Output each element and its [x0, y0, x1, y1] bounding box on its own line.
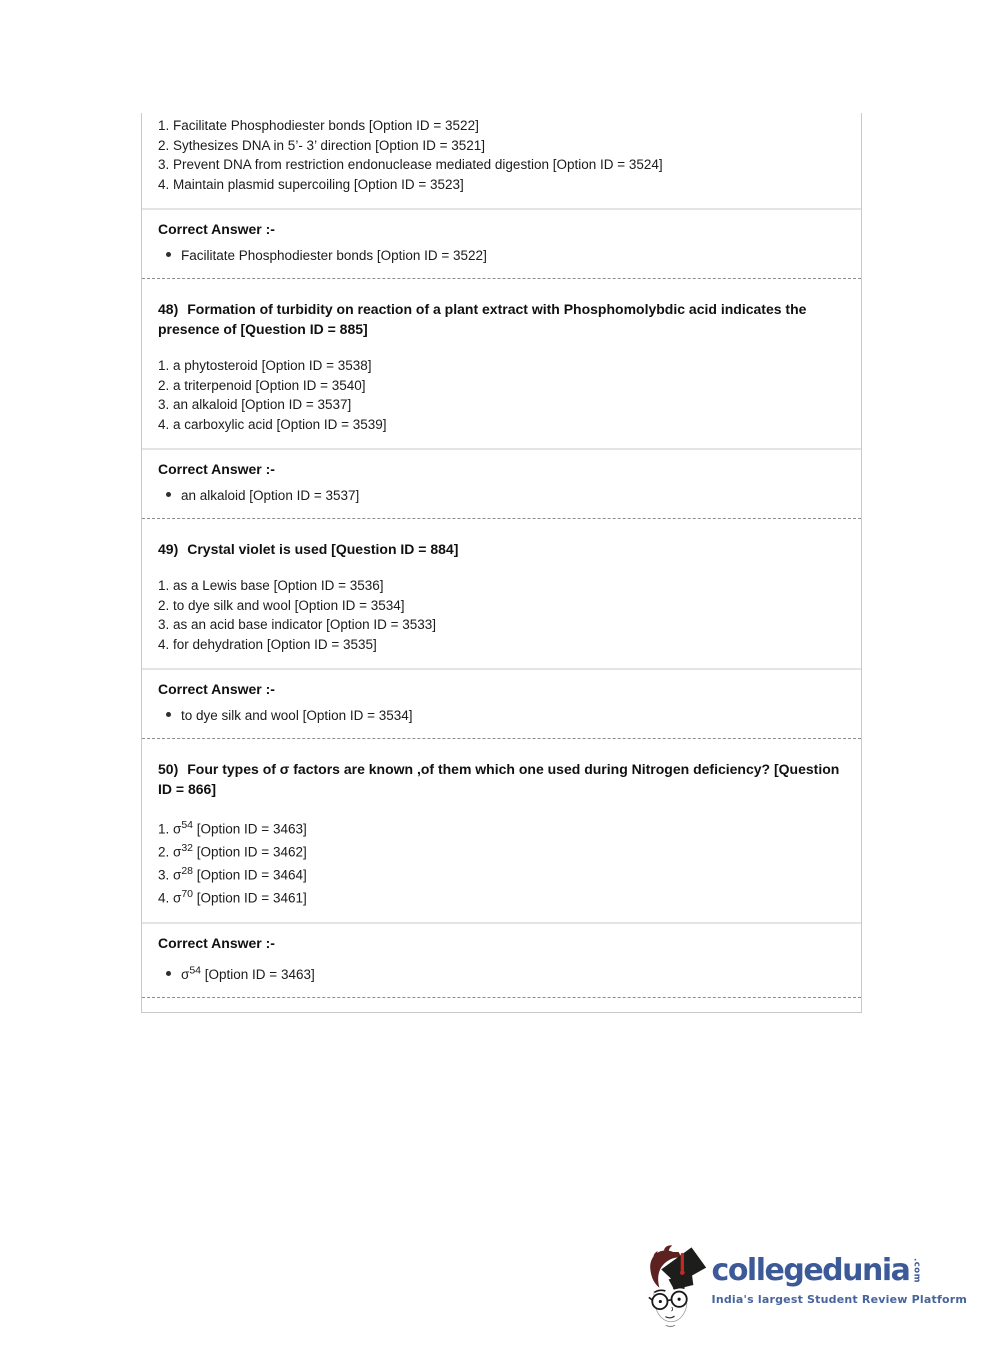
option-item: 1. $\sigma^{54}$ [Option ID = 3463]	[158, 819, 307, 837]
question-heading	[158, 539, 845, 559]
option-item: 3. Prevent DNA from restriction endonuclease mediated digestion [Option ID = 3524]	[158, 157, 663, 172]
correct-answer-section	[142, 668, 861, 726]
question-number: 48)	[158, 301, 179, 317]
correct-answer-section	[142, 922, 861, 985]
correct-answer-text: an alkaloid [Option ID = 3537]	[181, 488, 360, 503]
correct-answer-line	[158, 960, 845, 985]
question-number: 50)	[158, 761, 179, 777]
option-item: 1. a phytosteroid [Option ID = 3538]	[158, 358, 372, 373]
question-block-48	[142, 299, 861, 519]
exam-content-box	[141, 113, 862, 1013]
correct-answer-section	[142, 448, 861, 506]
option-item: 3. as an acid base indicator [Option ID = 3533]	[158, 617, 437, 632]
question-block-49	[142, 539, 861, 739]
question-47-options	[142, 116, 861, 194]
option-item: 4. for dehydration [Option ID = 3535]	[158, 636, 377, 652]
correct-answer-label: Correct Answer :-	[158, 935, 275, 951]
brand-tagline: India's largest Student Review Platform	[711, 1293, 967, 1306]
correct-answer-text: $\sigma^{54}$ [Option ID = 3463]	[181, 964, 315, 982]
collegedunia-logo	[642, 1240, 967, 1330]
correct-answer-label: Correct Answer :-	[158, 681, 275, 697]
option-item: 2. $\sigma^{32}$ [Option ID = 3462]	[158, 842, 307, 860]
bullet-icon	[166, 252, 171, 257]
question-text: Crystal violet is used [Question ID = 884]	[187, 541, 459, 557]
correct-answer-label: Correct Answer :-	[158, 221, 275, 237]
bullet-icon	[166, 712, 171, 717]
question-text: Formation of turbidity on reaction of a plant extract with Phosphomolybdic acid indicates the presence of [Question ID = 885]	[158, 301, 807, 337]
option-item: 4. a carboxylic acid [Option ID = 3539]	[158, 416, 387, 432]
option-item: 1. Facilitate Phosphodiester bonds [Option ID = 3522]	[158, 118, 479, 133]
option-item: 4. $\sigma^{70}$ [Option ID = 3461]	[158, 888, 307, 906]
option-item: 2. a triterpenoid [Option ID = 3540]	[158, 377, 366, 393]
dashed-divider	[142, 518, 861, 519]
question-50-options	[142, 816, 861, 908]
collegedunia-mascot-icon	[642, 1240, 708, 1330]
correct-answer-text: Facilitate Phosphodiester bonds [Option ID = 3522]	[181, 248, 487, 263]
question-48-options	[142, 356, 861, 434]
option-item: 2. Sythesizes DNA in 5’- 3’ direction [Option ID = 3521]	[158, 137, 486, 153]
option-item: 4. Maintain plasmid supercoiling [Option ID = 3523]	[158, 176, 464, 192]
dashed-divider	[142, 278, 861, 279]
question-49-options	[142, 576, 861, 654]
correct-answer-text: to dye silk and wool [Option ID = 3534]	[181, 708, 413, 723]
brand-name: collegedunia	[711, 1253, 910, 1288]
question-block-50	[142, 759, 861, 998]
option-item: 3. an alkaloid [Option ID = 3537]	[158, 397, 352, 412]
correct-answer-line	[158, 486, 845, 506]
option-item: 2. to dye silk and wool [Option ID = 3534]	[158, 597, 405, 613]
logo-text-wrap	[711, 1253, 967, 1306]
question-number: 49)	[158, 541, 179, 557]
brand-suffix: .com	[911, 1258, 922, 1283]
option-item: 1. as a Lewis base [Option ID = 3536]	[158, 578, 384, 593]
question-heading	[158, 299, 845, 339]
dashed-divider	[142, 738, 861, 739]
bullet-icon	[166, 492, 171, 497]
correct-answer-section	[142, 208, 861, 266]
correct-answer-line	[158, 246, 845, 266]
dashed-divider	[142, 997, 861, 998]
correct-answer-line	[158, 706, 845, 726]
option-item: 3. $\sigma^{28}$ [Option ID = 3464]	[158, 865, 307, 883]
correct-answer-label: Correct Answer :-	[158, 461, 275, 477]
question-heading	[158, 759, 845, 799]
bullet-icon	[166, 971, 171, 976]
question-text: Four types of σ factors are known ,of them which one used during Nitrogen deficiency? [Question ID = 866]	[158, 761, 840, 797]
